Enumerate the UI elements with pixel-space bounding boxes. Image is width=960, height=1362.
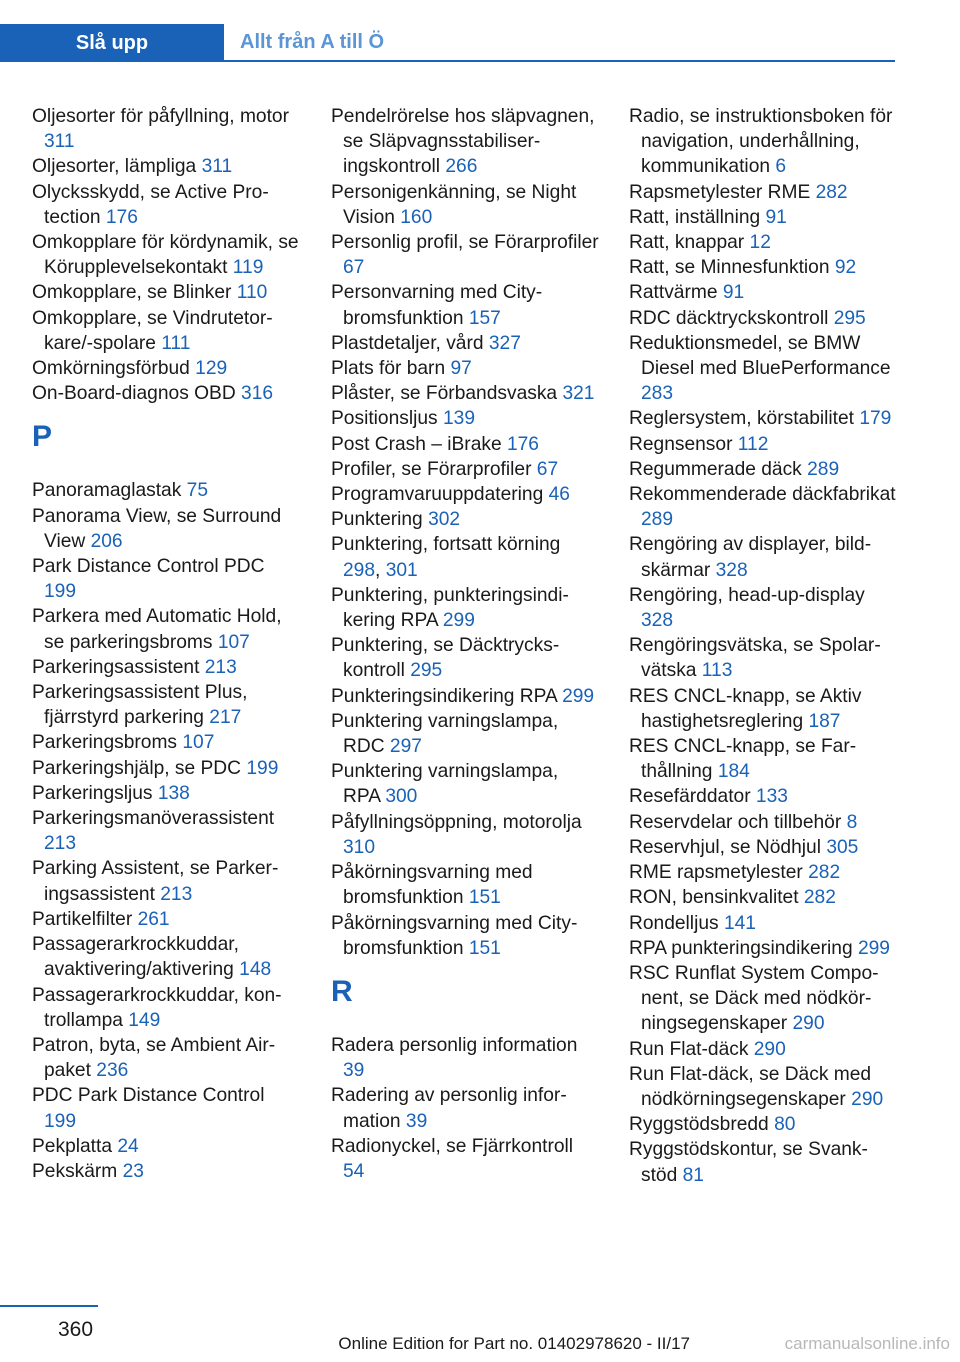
index-column-2 <box>331 104 599 1184</box>
index-entry <box>331 406 599 431</box>
index-entry <box>331 507 599 532</box>
section-letter: R <box>331 974 353 1008</box>
entry-text: Parkera med Automatic Hold, se parkeringsbroms <box>32 606 282 653</box>
index-entry <box>629 180 897 205</box>
entry-text: Personvarning med City-bromsfunktion <box>331 282 543 329</box>
page-link[interactable]: 311 <box>44 131 75 153</box>
page-link[interactable]: 133 <box>755 786 788 808</box>
page-link[interactable]: 301 <box>385 559 418 581</box>
entry-text: Rapsmetylester RME <box>629 181 816 203</box>
entry-text: Parkeringsbroms <box>32 732 183 754</box>
entry-text: Påkörningsvarning med City-bromsfunktion <box>331 912 578 959</box>
index-entry <box>32 381 300 406</box>
index-entry <box>629 406 897 431</box>
page-link[interactable]: 213 <box>160 883 193 905</box>
entry-text: Parkeringsassistent Plus, fjärrstyrd parkering <box>32 682 248 729</box>
page-link[interactable]: 112 <box>737 433 769 455</box>
index-entry <box>629 1112 897 1137</box>
index-entry <box>32 554 300 604</box>
index-entry <box>32 280 300 305</box>
entry-text: Reduktionsmedel, se BMW Diesel med BluePerformance <box>629 332 891 380</box>
index-entry <box>331 432 599 457</box>
entry-text: RON, bensinkvalitet <box>629 887 804 909</box>
index-entry <box>629 255 897 280</box>
page-link[interactable]: 283 <box>641 383 674 405</box>
page-link[interactable]: 316 <box>241 383 274 405</box>
entry-text: Parking Assistent, se Parkeringsassistent <box>32 858 279 905</box>
index-entry <box>331 381 599 406</box>
page-link[interactable]: 119 <box>232 257 264 279</box>
entry-text: Resefärddator <box>629 786 756 808</box>
index-entry <box>331 709 599 759</box>
entry-text: Ratt, knappar <box>629 232 750 254</box>
entry-text: Patron, byta, se Ambient Air-paket <box>32 1034 276 1082</box>
index-entry <box>331 759 599 809</box>
page-link[interactable]: 213 <box>204 656 237 678</box>
entry-text: Run Flat-däck, se Däck med nödkörningsegenskaper <box>629 1063 872 1110</box>
index-entry <box>629 280 897 305</box>
index-entry <box>331 911 599 961</box>
entry-text: Rengöring av displayer, bildskärmar <box>629 534 872 581</box>
index-entry <box>629 457 897 482</box>
page-link[interactable]: 206 <box>90 530 123 552</box>
page-link[interactable]: 236 <box>96 1060 129 1082</box>
index-entry <box>331 457 599 482</box>
page-link[interactable]: 282 <box>815 181 848 203</box>
page-link[interactable]: 282 <box>803 887 836 909</box>
page-link[interactable]: 139 <box>442 408 475 430</box>
entry-text: Ryggstödskontur, se Svankstöd <box>629 1139 868 1186</box>
entry-text: Regummerade däck <box>629 458 808 480</box>
index-entry <box>331 1134 599 1184</box>
entry-text: Radera personlig information <box>331 1034 578 1056</box>
index-entry <box>629 885 897 910</box>
index-entry <box>32 604 300 654</box>
section-letter: P <box>32 420 53 454</box>
index-entry <box>331 583 599 633</box>
index-entry <box>32 104 300 154</box>
index-entry <box>32 983 300 1033</box>
index-entry <box>32 1033 300 1083</box>
index-entry <box>629 734 897 784</box>
page-link[interactable]: 46 <box>548 484 570 506</box>
index-entry <box>32 907 300 932</box>
entry-text: Punktering, se Däcktryckskontroll <box>331 635 560 682</box>
tab-sla-upp[interactable]: Slå upp <box>0 24 224 62</box>
page-link[interactable]: 290 <box>851 1088 884 1110</box>
entry-text: Omkörningsförbud <box>32 358 196 380</box>
index-entry <box>331 860 599 910</box>
page-link[interactable]: 39 <box>405 1110 428 1132</box>
watermark: carmanualsonline.info <box>784 1334 950 1353</box>
index-entry <box>629 961 897 1037</box>
entry-text: Post Crash – iBrake <box>331 433 507 455</box>
entry-text: Parkeringshjälp, se PDC <box>32 757 247 779</box>
index-entry <box>629 532 897 582</box>
entry-text: Radio, se instruktionsboken för navigation, underhållning, kommunikation <box>629 106 893 178</box>
entry-text: Rondelljus <box>629 912 724 934</box>
page-link[interactable]: 129 <box>195 358 228 380</box>
page-link[interactable]: 289 <box>641 509 674 531</box>
page-link[interactable]: 305 <box>826 836 859 858</box>
page-link[interactable]: 91 <box>765 206 787 228</box>
entry-text: Olycksskydd, se Active Protection <box>32 181 269 228</box>
entry-text: Panoramaglastak <box>32 480 187 502</box>
page-link[interactable]: 23 <box>122 1160 144 1182</box>
entry-text: RDC däcktryckskontroll <box>629 307 834 329</box>
index-entry <box>32 806 300 856</box>
index-entry <box>32 180 300 230</box>
index-entry <box>629 1062 897 1112</box>
entry-text: Pekskärm <box>32 1160 123 1182</box>
entry-text: Ratt, inställning <box>629 206 766 228</box>
page-link[interactable]: 92 <box>834 257 857 279</box>
header-rule <box>0 60 895 62</box>
page-link[interactable]: 266 <box>445 156 478 178</box>
page-link[interactable]: 157 <box>468 307 501 329</box>
entry-text: RSC Runflat System Component, se Däck med nödkörningsegenskaper <box>629 962 879 1035</box>
index-entry <box>32 154 300 179</box>
page-link[interactable]: 217 <box>209 707 242 729</box>
entry-text: Reglersystem, körstabilitet <box>629 408 860 430</box>
index-entry <box>32 504 300 554</box>
entry-text: Personlig profil, se Förarprofiler <box>331 232 599 254</box>
entry-text: Omkopplare, se Vindrutetorkare/-spolare <box>32 307 273 354</box>
entry-text: Omkopplare, se Blinker <box>32 282 237 304</box>
index-entry <box>32 1159 300 1184</box>
page-link[interactable]: 187 <box>808 710 841 732</box>
page-link[interactable]: 298 <box>343 559 376 581</box>
index-entry <box>629 331 897 407</box>
page-link[interactable]: 176 <box>105 206 138 228</box>
index-entry <box>629 306 897 331</box>
index-entry <box>32 680 300 730</box>
page-link[interactable]: 110 <box>236 282 268 304</box>
index-entry <box>629 432 897 457</box>
index-entry <box>629 1137 897 1187</box>
entry-text: Positionsljus <box>331 408 443 430</box>
entry-text: Rengöringsvätska, se Spolarvätska <box>629 635 881 682</box>
entry-text: Påkörningsvarning med bromsfunktion <box>331 862 533 909</box>
page-link[interactable]: 302 <box>428 509 461 531</box>
entry-text: Partikelfilter <box>32 908 138 930</box>
page-link[interactable]: 107 <box>182 732 215 754</box>
index-entry: Punktering, fortsatt körning 298, 301 <box>331 534 561 581</box>
entry-text: Punktering varningslampa, RDC <box>331 710 559 758</box>
index-entry <box>331 1033 599 1083</box>
index-entry <box>32 932 300 982</box>
entry-text: Punktering <box>331 509 429 531</box>
page-link[interactable]: 184 <box>717 761 750 783</box>
page-link[interactable]: 141 <box>723 912 756 934</box>
entry-text: Plats för barn <box>331 358 451 380</box>
page-link[interactable]: 295 <box>410 660 443 682</box>
page-link[interactable]: 311 <box>201 156 233 178</box>
page-link[interactable]: 80 <box>774 1114 796 1136</box>
index-entry <box>331 356 599 381</box>
entry-text: Oljesorter, lämpliga <box>32 156 202 178</box>
index-entry <box>331 180 599 230</box>
index-entry <box>32 781 300 806</box>
entry-text: Rekommenderade däckfabrikat <box>629 484 896 506</box>
index-entry <box>331 104 599 180</box>
entry-text: Parkeringsmanöverassistent <box>32 808 275 830</box>
index-entry <box>629 230 897 255</box>
entry-text: Profiler, se Förarprofiler <box>331 458 537 480</box>
index-entry <box>331 684 599 709</box>
index-entry <box>629 684 897 734</box>
index-entry <box>629 583 897 633</box>
page-link[interactable]: 111 <box>161 332 191 354</box>
index-entry <box>629 205 897 230</box>
entry-text: Oljesorter för påfyllning, motor <box>32 106 289 127</box>
entry-text: Punkteringsindikering RPA <box>331 685 563 707</box>
page-number: 360 <box>58 1318 94 1341</box>
page-link[interactable]: 81 <box>682 1164 704 1186</box>
entry-text: PDC Park Distance Control <box>32 1085 265 1107</box>
page-link[interactable]: 289 <box>807 458 840 480</box>
page-link[interactable]: 24 <box>117 1135 139 1157</box>
entry-text: Punktering, punkteringsindikering RPA <box>331 584 569 632</box>
edition-note: Online Edition for Part no. 01402978620 - II/17 <box>338 1334 690 1353</box>
entry-text: RME rapsmetylester <box>629 862 809 884</box>
entry-text: Plåster, se Förbandsvaska <box>331 383 563 405</box>
entry-text: RES CNCL-knapp, se Farthållning <box>629 736 857 783</box>
page-link[interactable]: 199 <box>44 1110 77 1132</box>
entry-text: Regnsensor <box>629 433 738 455</box>
page-link[interactable]: 328 <box>641 610 674 632</box>
page-link[interactable]: 151 <box>468 887 501 909</box>
page-link[interactable]: 6 <box>775 156 787 178</box>
entry-text: Park Distance Control PDC <box>32 556 265 578</box>
entry-text: Rengöring, head-up-display <box>629 584 865 606</box>
page-link[interactable]: 213 <box>44 833 77 855</box>
index-entry <box>629 104 897 180</box>
entry-text: Programvaruuppdatering <box>331 484 549 506</box>
page-link[interactable]: 297 <box>389 736 422 758</box>
page-link[interactable]: 54 <box>343 1160 365 1182</box>
page-link[interactable]: 299 <box>442 610 475 632</box>
page-link[interactable]: 67 <box>536 458 559 480</box>
page-link[interactable]: 328 <box>715 559 748 581</box>
index-entry <box>331 633 599 683</box>
page-link[interactable]: 149 <box>128 1009 161 1031</box>
page-link[interactable]: 299 <box>562 685 595 707</box>
page-link[interactable]: 12 <box>749 232 771 254</box>
index-column-1 <box>32 104 300 1184</box>
footer-rule <box>0 1305 98 1307</box>
index-entry <box>629 784 897 809</box>
index-entry <box>629 1037 897 1062</box>
index-entry <box>629 482 897 532</box>
index-entry <box>32 306 300 356</box>
index-entry <box>32 1134 300 1159</box>
index-entry <box>32 730 300 755</box>
page-link[interactable]: 67 <box>343 257 365 279</box>
index-entry <box>32 230 300 280</box>
index-column-3 <box>629 104 897 1188</box>
index-entry <box>629 936 897 961</box>
entry-text: RES CNCL-knapp, se Aktiv hastighetsreglering <box>629 685 862 732</box>
page-link[interactable]: 8 <box>846 811 858 833</box>
page-link[interactable]: 310 <box>343 836 376 858</box>
page-link[interactable]: 327 <box>488 332 521 354</box>
index-entry <box>32 756 300 781</box>
entry-text: Parkeringsassistent <box>32 656 205 678</box>
entry-text: Punktering, fortsatt körning <box>331 534 561 556</box>
page-link[interactable]: 261 <box>137 908 170 930</box>
page-link[interactable]: 97 <box>450 358 472 380</box>
entry-text: Parkeringsljus <box>32 782 158 804</box>
entry-text: Ratt, se Minnesfunktion <box>629 257 835 279</box>
entry-text: Passagerarkrockkuddar, kontrollampa <box>32 984 282 1031</box>
entry-text: Punktering varningslampa, RPA <box>331 761 559 808</box>
page-link[interactable]: 113 <box>701 660 733 682</box>
index-entry <box>32 356 300 381</box>
index-entry <box>32 856 300 906</box>
index-entry <box>331 230 599 280</box>
page-link[interactable]: 300 <box>385 786 418 808</box>
page-link[interactable]: 295 <box>833 307 866 329</box>
index-entry <box>32 655 300 680</box>
entry-text: Plastdetaljer, vård <box>331 332 489 354</box>
page-link[interactable]: 176 <box>506 433 539 455</box>
page-link[interactable]: 91 <box>722 282 745 304</box>
page-link[interactable]: 107 <box>217 631 250 653</box>
index-entry <box>629 835 897 860</box>
entry-text: Rattvärme <box>629 282 723 304</box>
page-link[interactable]: 160 <box>400 206 433 228</box>
entry-text: Run Flat-däck <box>629 1038 754 1060</box>
entry-text: On-Board-diagnos OBD <box>32 383 242 405</box>
page-link[interactable]: 138 <box>157 782 190 804</box>
page-link[interactable]: 75 <box>186 480 208 502</box>
entry-text: Passagerarkrockkuddar, avaktivering/aktivering <box>32 934 240 981</box>
tab-allt-fran-a-till-o[interactable]: Allt från A till Ö <box>240 30 385 53</box>
index-entry <box>331 810 599 860</box>
entry-text: Personigenkänning, se Night Vision <box>331 181 577 228</box>
index-entry <box>331 331 599 356</box>
page-link[interactable]: 290 <box>753 1038 786 1060</box>
header-tabbar <box>0 24 895 62</box>
entry-text: Panorama View, se Surround View <box>32 505 282 552</box>
index-entry <box>629 633 897 683</box>
index-entry <box>331 280 599 330</box>
page-link[interactable]: 299 <box>857 937 890 959</box>
entry-text: Reservhjul, se Nödhjul <box>629 836 827 858</box>
entry-text: Pekplatta <box>32 1135 118 1157</box>
index-entry <box>331 482 599 507</box>
page-link[interactable]: 282 <box>808 862 841 884</box>
page-link[interactable]: 290 <box>792 1013 825 1035</box>
page-link[interactable]: 151 <box>468 937 501 959</box>
entry-text: Radionyckel, se Fjärrkontroll <box>331 1135 574 1157</box>
page-link[interactable]: 199 <box>246 757 279 779</box>
page-link[interactable]: 321 <box>562 383 595 405</box>
page-link[interactable]: 39 <box>343 1060 365 1082</box>
index-entry <box>331 1083 599 1133</box>
entry-text: Påfyllningsöppning, motorolja <box>331 811 582 833</box>
index-entry <box>32 478 300 503</box>
entry-text: Ryggstödsbredd <box>629 1114 775 1136</box>
index-entry <box>629 860 897 885</box>
entry-text: Omkopplare för kördynamik, se Körupplevelsekontakt <box>32 232 299 279</box>
page-link[interactable]: 199 <box>44 581 77 603</box>
index-entry <box>629 911 897 936</box>
entry-text: Radering av personlig information <box>331 1085 567 1132</box>
entry-text: RPA punkteringsindikering <box>629 937 858 959</box>
index-entry <box>629 810 897 835</box>
entry-text: Pendelrörelse hos släpvagnen, se Släpvagnsstabiliseringskontroll <box>331 106 595 178</box>
page-link[interactable]: 179 <box>859 408 892 430</box>
page-link[interactable]: 148 <box>239 959 272 981</box>
index-entry <box>32 1083 300 1133</box>
entry-text: Reservdelar och tillbehör <box>629 811 847 833</box>
